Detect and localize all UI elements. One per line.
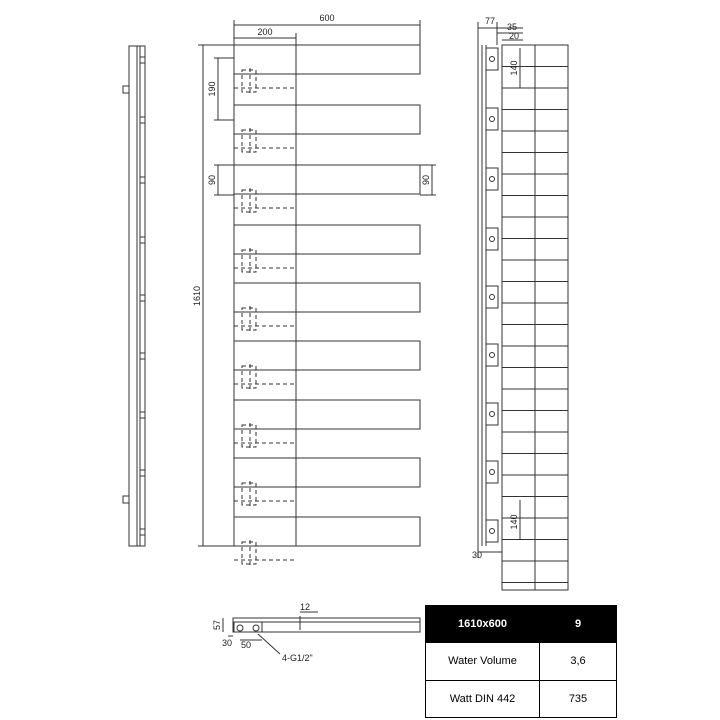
upper-gap-label: 190 — [207, 81, 217, 97]
hidden-box — [242, 70, 256, 92]
label-50: 50 — [240, 640, 252, 650]
bar-height-left-label: 90 — [207, 174, 217, 186]
spec-table — [425, 605, 617, 718]
model-size-cell: 1610x600 — [426, 606, 540, 643]
table-row — [426, 680, 617, 717]
hidden-box — [242, 130, 256, 152]
bracket-screw — [490, 470, 495, 475]
wall-bracket — [486, 520, 498, 542]
towel-bar — [296, 105, 420, 134]
towel-bar — [296, 517, 420, 546]
table-row — [426, 643, 617, 680]
side-view — [478, 22, 568, 590]
watt-value: 735 — [540, 680, 617, 717]
pipe-spacing-label: 200 — [257, 27, 273, 37]
hidden-box — [242, 190, 256, 212]
bracket-screw — [490, 353, 495, 358]
bracket-top-label: 140 — [509, 60, 519, 76]
wall-gap-label: 20 — [508, 31, 520, 41]
bracket-screw — [490, 117, 495, 122]
hidden-box — [242, 483, 256, 505]
bottom-view — [223, 612, 420, 654]
bar-height-right-label: 90 — [421, 174, 431, 186]
wall-bracket — [486, 461, 498, 483]
front-view — [198, 20, 436, 566]
front-view-labels — [192, 13, 431, 306]
width-dimension-label: 600 — [319, 13, 335, 23]
wall-bracket — [486, 168, 498, 190]
bracket-screw — [490, 57, 495, 62]
water-volume-label: Water Volume — [426, 643, 540, 680]
towel-bar — [296, 400, 420, 429]
offset-label: 35 — [506, 22, 518, 32]
bracket-bottom-label: 140 — [509, 514, 519, 530]
bracket-screw — [490, 237, 495, 242]
towel-bar — [296, 45, 420, 74]
spec-table-header — [426, 606, 617, 643]
towel-bar — [296, 165, 420, 194]
label-30: 30 — [221, 638, 233, 648]
hidden-box — [242, 308, 256, 330]
label-57: 57 — [212, 619, 222, 631]
bracket-screw — [490, 529, 495, 534]
wall-bracket — [486, 403, 498, 425]
bar-count-cell: 9 — [540, 606, 617, 643]
hidden-box — [242, 425, 256, 447]
height-dimension-label: 1610 — [192, 285, 202, 307]
connection-label: 4-G1/2" — [282, 653, 313, 663]
bottom-offset-label: 30 — [471, 550, 483, 560]
hidden-box — [242, 366, 256, 388]
bracket-screw — [490, 412, 495, 417]
towel-bar — [296, 283, 420, 312]
wall-bracket — [486, 48, 498, 70]
wall-bracket — [486, 344, 498, 366]
towel-bar — [296, 458, 420, 487]
side-view-labels — [472, 16, 519, 560]
hidden-box — [242, 250, 256, 272]
wall-bracket — [486, 228, 498, 250]
towel-bar — [296, 225, 420, 254]
bracket-screw — [490, 177, 495, 182]
water-volume-value: 3,6 — [540, 643, 617, 680]
depth-label: 77 — [484, 16, 496, 26]
bracket-screw — [490, 295, 495, 300]
towel-bar — [296, 341, 420, 370]
wall-bracket — [486, 108, 498, 130]
side-profile-left — [123, 46, 145, 546]
label-12: 12 — [299, 602, 311, 612]
wall-bracket — [486, 286, 498, 308]
watt-label: Watt DIN 442 — [426, 680, 540, 717]
hidden-box — [242, 542, 256, 564]
